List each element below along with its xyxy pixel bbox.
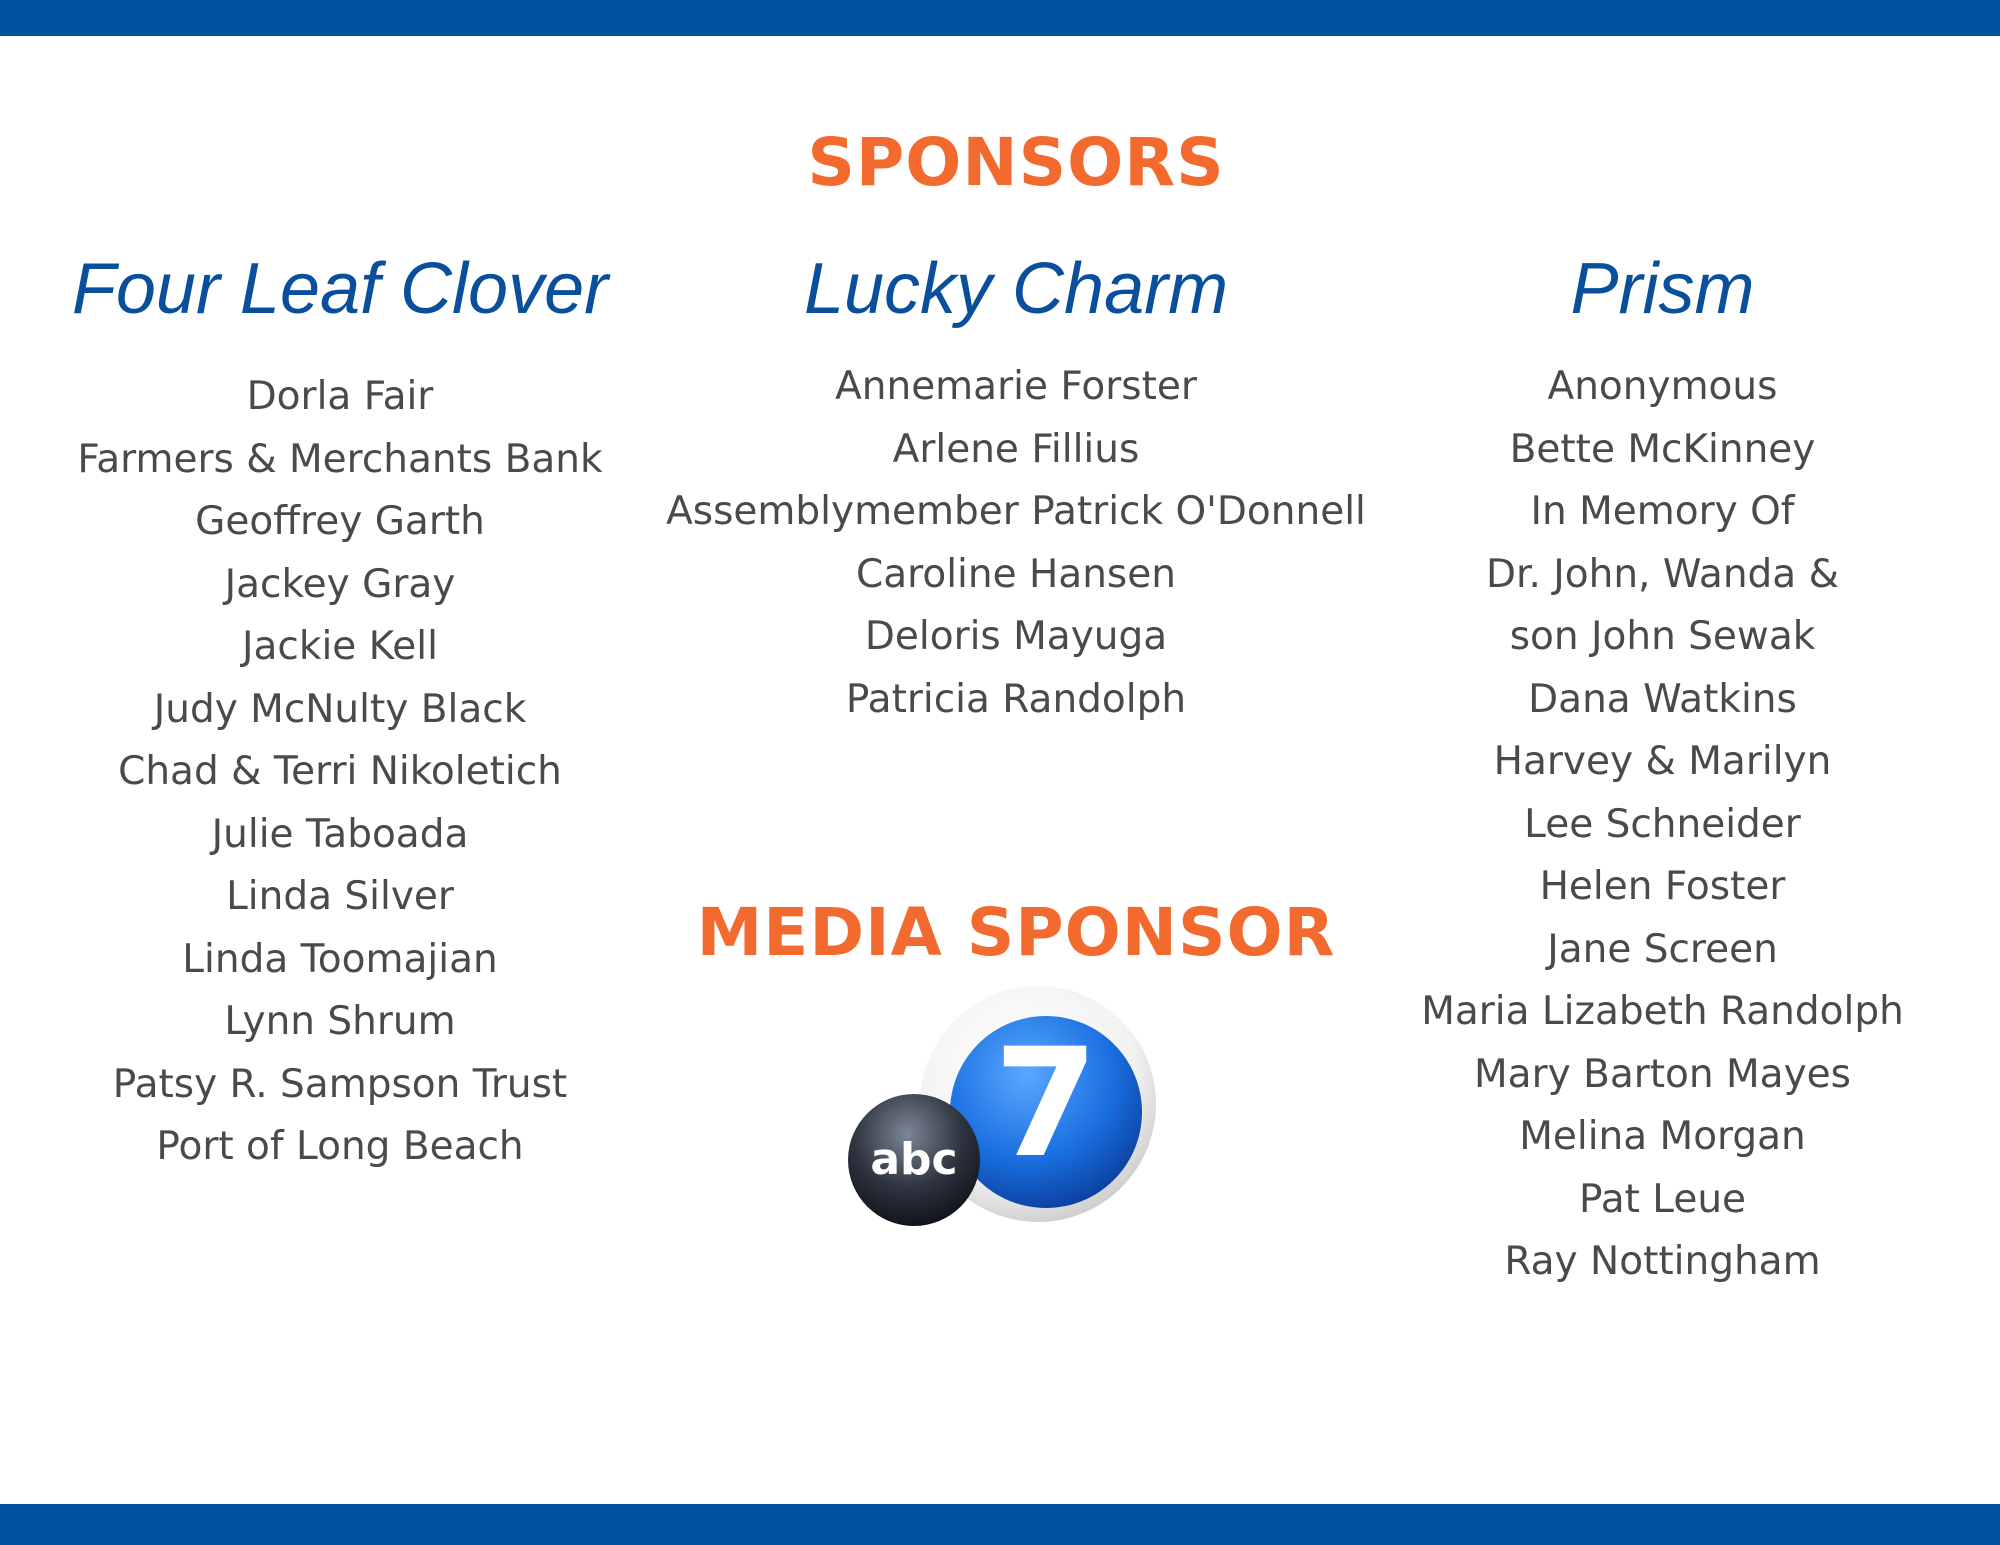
sponsor-name: Port of Long Beach <box>156 1124 524 1169</box>
sponsor-name: son John Sewak <box>1509 614 1816 659</box>
sponsor-name: Assemblymember Patrick O'Donnell <box>666 489 1366 534</box>
sponsor-name: Helen Foster <box>1539 864 1786 909</box>
logo-number: 7 <box>993 1017 1099 1191</box>
sponsor-name: Anonymous <box>1547 364 1778 409</box>
sponsor-name: Dorla Fair <box>246 374 434 419</box>
sponsor-name: Judy McNulty Black <box>153 686 527 732</box>
tier-four-leaf-clover <box>40 244 640 1179</box>
sponsor-name: Harvey & Marilyn <box>1493 739 1832 784</box>
sponsor-name: Farmers & Merchants Bank <box>77 436 603 482</box>
logo-text: abc <box>870 1134 958 1185</box>
sponsor-name: Chad & Terri Nikoletich <box>118 749 562 794</box>
sponsor-list <box>1380 356 1945 1294</box>
tier-heading: Prism <box>1570 249 1755 329</box>
sponsor-name: Patsy R. Sampson Trust <box>112 1061 568 1107</box>
sponsor-name: Jackie Kell <box>242 624 438 669</box>
sponsor-name: Ray Nottingham <box>1504 1239 1821 1284</box>
sponsor-name: Jane Screen <box>1547 926 1778 972</box>
sponsor-name: Caroline Hansen <box>856 551 1176 597</box>
sponsor-name: Mary Barton Mayes <box>1474 1051 1851 1097</box>
sponsor-name: Arlene Fillius <box>892 426 1140 472</box>
tier-lucky-charm <box>661 244 1371 731</box>
sponsor-name: Deloris Mayuga <box>864 614 1168 659</box>
sponsor-name: Linda Toomajian <box>182 936 498 982</box>
tier-heading: Four Leaf Clover <box>71 249 609 329</box>
sponsor-name: Melina Morgan <box>1519 1114 1806 1159</box>
sponsor-name: In Memory Of <box>1530 489 1795 534</box>
sponsor-name: Patricia Randolph <box>845 676 1187 722</box>
sponsor-name: Bette McKinney <box>1509 426 1816 472</box>
sponsor-name: Dr. John, Wanda & <box>1485 551 1840 597</box>
sponsors-title: SPONSORS <box>807 124 1225 201</box>
sponsor-list <box>40 366 640 1179</box>
top-border-bar <box>0 0 2000 36</box>
sponsor-name: Maria Lizabeth Randolph <box>1421 989 1904 1034</box>
tier-prism <box>1380 244 1945 1294</box>
tier-heading: Lucky Charm <box>803 249 1229 329</box>
sponsor-name: Jackey Gray <box>224 561 456 607</box>
sponsor-name: Julie Taboada <box>211 811 469 857</box>
sponsor-name: Annemarie Forster <box>835 364 1197 409</box>
sponsor-name: Pat Leue <box>1578 1176 1747 1222</box>
abc7-logo <box>846 985 1156 1230</box>
sponsor-name: Lee Schneider <box>1524 801 1801 847</box>
sponsor-list <box>661 356 1371 731</box>
sponsor-name: Dana Watkins <box>1528 676 1797 722</box>
bottom-border-bar <box>0 1504 2000 1545</box>
sponsor-name: Geoffrey Garth <box>195 499 485 544</box>
sponsor-name: Linda Silver <box>226 874 454 919</box>
sponsor-name: Lynn Shrum <box>224 999 456 1044</box>
media-sponsor-title: MEDIA SPONSOR <box>696 894 1336 971</box>
